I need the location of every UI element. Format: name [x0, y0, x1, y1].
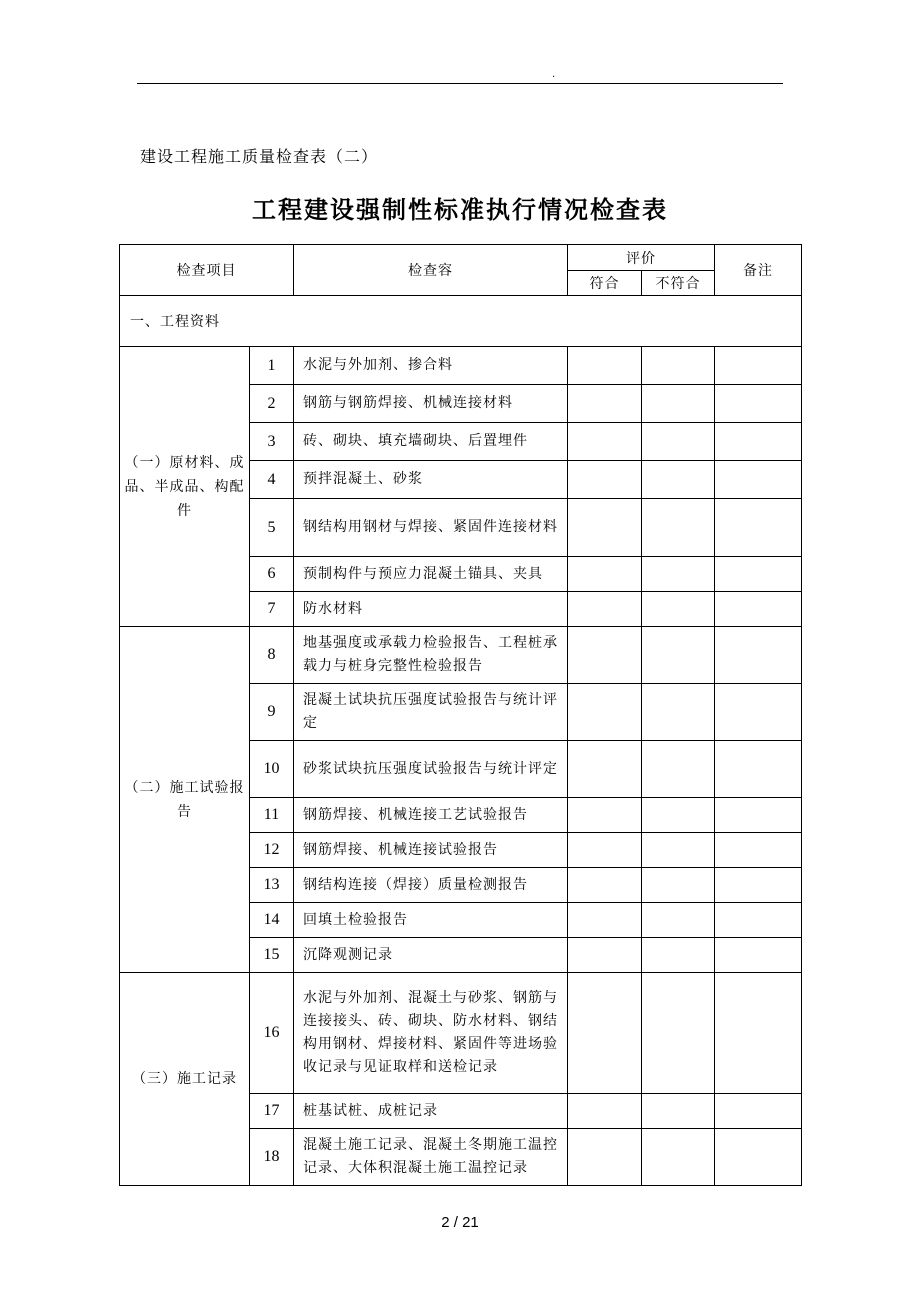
row-number: 9	[250, 684, 294, 741]
remarks-cell[interactable]	[715, 833, 802, 868]
conform-cell[interactable]	[568, 973, 642, 1094]
remarks-cell[interactable]	[715, 499, 802, 557]
nonconform-cell[interactable]	[642, 423, 715, 461]
group-label: （一）原材料、成品、半成品、构配件	[120, 347, 250, 627]
row-content: 混凝土试块抗压强度试验报告与统计评定	[294, 684, 568, 741]
row-number: 13	[250, 868, 294, 903]
nonconform-cell[interactable]	[642, 741, 715, 798]
row-content: 桩基试桩、成桩记录	[294, 1094, 568, 1129]
row-number: 1	[250, 347, 294, 385]
header-evaluation: 评价	[568, 245, 715, 271]
remarks-cell[interactable]	[715, 385, 802, 423]
conform-cell[interactable]	[568, 461, 642, 499]
remarks-cell[interactable]	[715, 798, 802, 833]
row-number: 2	[250, 385, 294, 423]
row-content: 水泥与外加剂、掺合料	[294, 347, 568, 385]
table-row	[120, 973, 802, 1094]
remarks-cell[interactable]	[715, 1129, 802, 1186]
remarks-cell[interactable]	[715, 741, 802, 798]
remarks-cell[interactable]	[715, 1094, 802, 1129]
conform-cell[interactable]	[568, 1094, 642, 1129]
nonconform-cell[interactable]	[642, 938, 715, 973]
row-number: 18	[250, 1129, 294, 1186]
row-content: 钢筋与钢筋焊接、机械连接材料	[294, 385, 568, 423]
row-content: 钢结构用钢材与焊接、紧固件连接材料	[294, 499, 568, 557]
nonconform-cell[interactable]	[642, 973, 715, 1094]
nonconform-cell[interactable]	[642, 347, 715, 385]
row-number: 15	[250, 938, 294, 973]
header-item: 检查项目	[120, 245, 294, 296]
remarks-cell[interactable]	[715, 557, 802, 592]
row-number: 6	[250, 557, 294, 592]
remarks-cell[interactable]	[715, 684, 802, 741]
row-content: 砖、砌块、填充墙砌块、后置埋件	[294, 423, 568, 461]
row-number: 10	[250, 741, 294, 798]
row-number: 3	[250, 423, 294, 461]
header-conform: 符合	[568, 271, 642, 296]
header-nonconform: 不符合	[642, 271, 715, 296]
row-content: 预制构件与预应力混凝土锚具、夹具	[294, 557, 568, 592]
row-number: 17	[250, 1094, 294, 1129]
table-row	[120, 347, 802, 385]
row-number: 8	[250, 627, 294, 684]
nonconform-cell[interactable]	[642, 592, 715, 627]
conform-cell[interactable]	[568, 938, 642, 973]
page-number: 2 / 21	[441, 1214, 479, 1231]
remarks-cell[interactable]	[715, 973, 802, 1094]
conform-cell[interactable]	[568, 423, 642, 461]
inspection-table	[119, 244, 802, 1186]
header-remarks: 备注	[715, 245, 802, 296]
group-label: （三）施工记录	[120, 973, 250, 1186]
row-content: 地基强度或承载力检验报告、工程桩承载力与桩身完整性检验报告	[294, 627, 568, 684]
remarks-cell[interactable]	[715, 627, 802, 684]
nonconform-cell[interactable]	[642, 461, 715, 499]
group-label: （二）施工试验报告	[120, 627, 250, 973]
nonconform-cell[interactable]	[642, 833, 715, 868]
conform-cell[interactable]	[568, 903, 642, 938]
header-row	[120, 245, 802, 271]
nonconform-cell[interactable]	[642, 868, 715, 903]
row-content: 回填土检验报告	[294, 903, 568, 938]
row-number: 11	[250, 798, 294, 833]
row-content: 砂浆试块抗压强度试验报告与统计评定	[294, 741, 568, 798]
section-row	[120, 296, 802, 347]
header-rule	[137, 83, 783, 84]
row-content: 混凝土施工记录、混凝土冬期施工温控记录、大体积混凝土施工温控记录	[294, 1129, 568, 1186]
nonconform-cell[interactable]	[642, 1129, 715, 1186]
remarks-cell[interactable]	[715, 903, 802, 938]
row-content: 防水材料	[294, 592, 568, 627]
section-title: 一、工程资料	[120, 296, 802, 347]
conform-cell[interactable]	[568, 868, 642, 903]
nonconform-cell[interactable]	[642, 798, 715, 833]
remarks-cell[interactable]	[715, 423, 802, 461]
row-content: 钢结构连接（焊接）质量检测报告	[294, 868, 568, 903]
remarks-cell[interactable]	[715, 938, 802, 973]
document-subtitle: 建设工程施工质量检查表（二）	[140, 147, 379, 166]
conform-cell[interactable]	[568, 741, 642, 798]
row-content: 预拌混凝土、砂浆	[294, 461, 568, 499]
row-content: 钢筋焊接、机械连接试验报告	[294, 833, 568, 868]
nonconform-cell[interactable]	[642, 385, 715, 423]
row-number: 5	[250, 499, 294, 557]
remarks-cell[interactable]	[715, 347, 802, 385]
conform-cell[interactable]	[568, 592, 642, 627]
remarks-cell[interactable]	[715, 461, 802, 499]
row-number: 7	[250, 592, 294, 627]
conform-cell[interactable]	[568, 627, 642, 684]
row-number: 4	[250, 461, 294, 499]
nonconform-cell[interactable]	[642, 499, 715, 557]
conform-cell[interactable]	[568, 833, 642, 868]
remarks-cell[interactable]	[715, 592, 802, 627]
row-number: 16	[250, 973, 294, 1094]
nonconform-cell[interactable]	[642, 1094, 715, 1129]
nonconform-cell[interactable]	[642, 903, 715, 938]
row-content: 水泥与外加剂、混凝土与砂浆、钢筋与连接接头、砖、砌块、防水材料、钢结构用钢材、焊接材料、紧固件等进场验收记录与见证取样和送检记录	[294, 973, 568, 1094]
table-row	[120, 627, 802, 684]
conform-cell[interactable]	[568, 684, 642, 741]
conform-cell[interactable]	[568, 385, 642, 423]
header-content: 检查容	[294, 245, 568, 296]
row-number: 14	[250, 903, 294, 938]
nonconform-cell[interactable]	[642, 557, 715, 592]
document-title: 工程建设强制性标准执行情况检查表	[252, 196, 668, 224]
conform-cell[interactable]	[568, 1129, 642, 1186]
header-mark: .	[552, 69, 556, 80]
nonconform-cell[interactable]	[642, 627, 715, 684]
conform-cell[interactable]	[568, 798, 642, 833]
row-content: 沉降观测记录	[294, 938, 568, 973]
conform-cell[interactable]	[568, 347, 642, 385]
conform-cell[interactable]	[568, 557, 642, 592]
remarks-cell[interactable]	[715, 868, 802, 903]
nonconform-cell[interactable]	[642, 684, 715, 741]
row-content: 钢筋焊接、机械连接工艺试验报告	[294, 798, 568, 833]
row-number: 12	[250, 833, 294, 868]
conform-cell[interactable]	[568, 499, 642, 557]
